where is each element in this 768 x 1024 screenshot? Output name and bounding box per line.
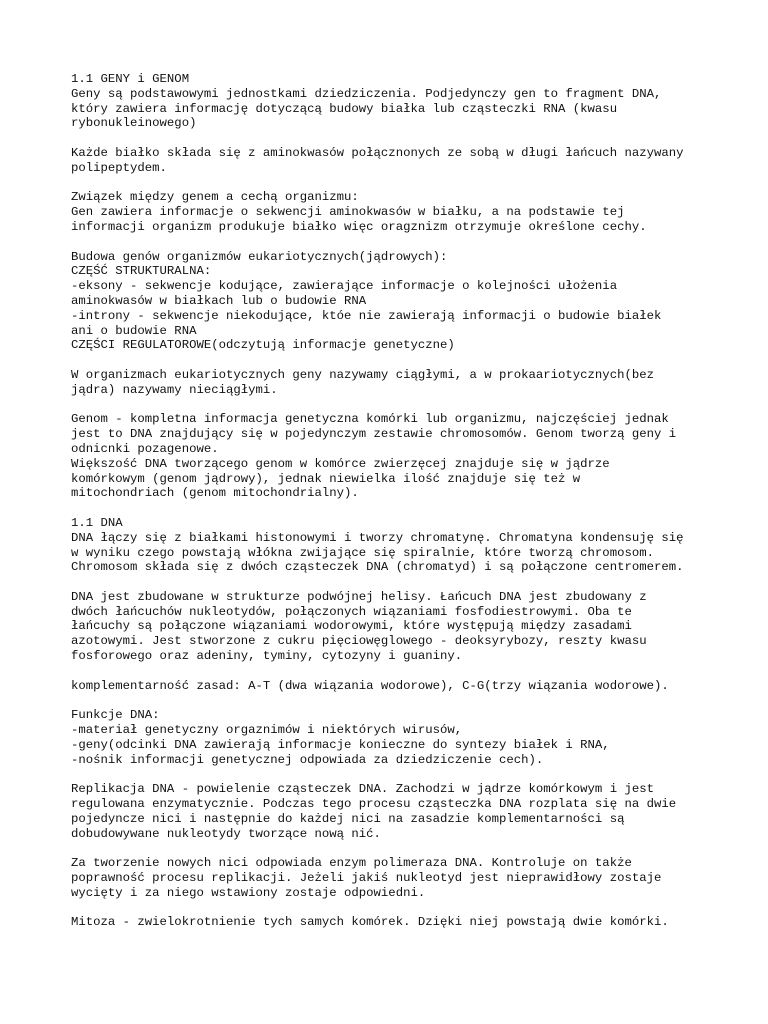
paragraph — [71, 782, 711, 841]
text-line: 1.1 GENY i GENOM — [71, 72, 190, 86]
text-line: jest to DNA znajdujący się w pojedynczym zestawie chromosomów. Genom tworzą geny i — [71, 427, 677, 442]
text-line: który zawiera informację dotyczącą budowy białka lub cząsteczki RNA (kwasu — [71, 101, 618, 116]
text-line: Genom - kompletna informacja genetyczna komórki lub organizmu, najczęściej jednak — [71, 412, 669, 427]
text-line: Replikacja DNA - powielenie cząsteczek DNA. Zachodzi w jądrze komórkowym i jest — [71, 782, 654, 797]
text-line: informacji organizm produkuje białko więc oragznizm otrzymuje określone cechy. — [71, 219, 647, 234]
paragraph — [71, 190, 711, 234]
text-line: W organizmach eukariotycznych geny nazywamy ciągłymi, a w prokaariotycznych(bez — [71, 367, 654, 382]
text-line: DNA jest zbudowane w strukturze podwójnej helisy. Łańcuch DNA jest zbudowany z — [71, 589, 647, 604]
paragraph — [71, 412, 711, 501]
text-line: komplementarność zasad: A-T (dwa wiązania wodorowe), C-G(trzy wiązania wodorowe). — [71, 678, 669, 693]
text-line: CZĘŚĆ STRUKTURALNA: — [71, 264, 212, 279]
paragraph — [71, 915, 711, 930]
text-line: Za tworzenie nowych nici odpowiada enzym polimeraza DNA. Kontroluje on także — [71, 856, 632, 871]
text-line: dwóch łańcuchów nukleotydów, połączonych wiązaniami fosfodiestrowymi. Oba te — [71, 604, 632, 619]
text-line: Gen zawiera informacje o sekwencji aminokwasów w białku, a na podstawie tej — [71, 205, 625, 220]
text-line: rybonukleinowego) — [71, 116, 197, 131]
paragraph — [71, 590, 711, 664]
paragraph — [71, 679, 711, 694]
text-line: Chromosom składa się z dwóch cząsteczek DNA (chromatyd) i są połączone centromerem. — [71, 560, 684, 575]
text-line: regulowana enzymatycznie. Podczas tego procesu cząsteczka DNA rozplata się na dwie — [71, 797, 677, 812]
paragraph — [71, 368, 711, 398]
text-line: fosforowego oraz adeniny, tyminy, cytozyny i guaniny. — [71, 649, 463, 664]
text-line: Funkcje DNA: — [71, 708, 160, 723]
text-line: -nośnik informacji genetycznej odpowiada za dziedziczenie cech). — [71, 752, 544, 767]
text-line: Geny są podstawowymi jednostkami dziedziczenia. Podjedynczy gen to fragment DNA, — [71, 86, 662, 101]
text-line: -geny(odcinki DNA zawierają informacje konieczne do syntezy białek i RNA, — [71, 737, 610, 752]
text-line: w wyniku czego powstają włókna zwijające się spiralnie, które tworzą chromosom. — [71, 545, 654, 560]
text-line: polipeptydem. — [71, 160, 167, 175]
paragraph — [71, 708, 711, 767]
text-line: -materiał genetyczny orgaznimów i niektórych wirusów, — [71, 723, 463, 738]
text-line: odnicnki pozagenowe. — [71, 441, 219, 456]
text-line: 1.1 DNA — [71, 515, 123, 530]
text-line: -eksony - sekwencje kodujące, zawierające informacje o kolejności ułożenia — [71, 279, 618, 294]
paragraph — [71, 250, 711, 354]
text-line: Związek między genem a cechą organizmu: — [71, 190, 359, 205]
text-line: jądra) nazywamy nieciągłymi. — [71, 382, 278, 397]
paragraph — [71, 146, 711, 176]
text-line: Mitoza - zwielokrotnienie tych samych komórek. Dzięki niej powstają dwie komórki. — [71, 915, 669, 930]
paragraph — [71, 856, 711, 900]
text-line: komórkowym (genom jądrowy), jednak niewielka ilość znajduje się też w — [71, 471, 581, 486]
text-line: poprawność procesu replikacji. Jeżeli jakiś nukleotyd jest nieprawidłowy zostaje — [71, 871, 662, 886]
text-line: DNA łączy się z białkami histonowymi i tworzy chromatynę. Chromatyna kondensuję się — [71, 530, 684, 545]
text-line: dobudowywane nukleotydy tworzące nową nić. — [71, 826, 381, 841]
text-line: mitochondriach (genom mitochondrialny). — [71, 486, 359, 501]
text-line: ani o budowie RNA — [71, 323, 197, 338]
text-line: łańcuchy są połączone wiązaniami wodorowymi, które występują między zasadami — [71, 619, 632, 634]
text-line: CZĘŚCI REGULATOROWE(odczytują informacje genetyczne) — [71, 338, 455, 353]
text-line: Budowa genów organizmów eukariotycznych(jądrowych): — [71, 249, 448, 264]
paragraph — [71, 516, 711, 575]
text-line: Każde białko składa się z aminokwasów połącznonych ze sobą w długi łańcuch nazywany — [71, 145, 684, 160]
text-line: Większość DNA tworzącego genom w komórce zwierzęcej znajduje się w jądrze — [71, 456, 610, 471]
text-line: wycięty i za niego wstawiony zostaje odpowiedni. — [71, 885, 426, 900]
paragraph — [71, 72, 711, 131]
text-line: -introny - sekwencje niekodujące, któe nie zawierają informacji o budowie białek — [71, 308, 662, 323]
document-page — [71, 72, 711, 945]
text-line: aminokwasów w białkach lub o budowie RNA — [71, 293, 367, 308]
text-line: azotowymi. Jest stworzone z cukru pięciowęglowego - deoksyrybozy, reszty kwasu — [71, 634, 647, 649]
text-line: pojedyncze nici i następnie do każdej nici na zasadzie komplementarności są — [71, 811, 625, 826]
